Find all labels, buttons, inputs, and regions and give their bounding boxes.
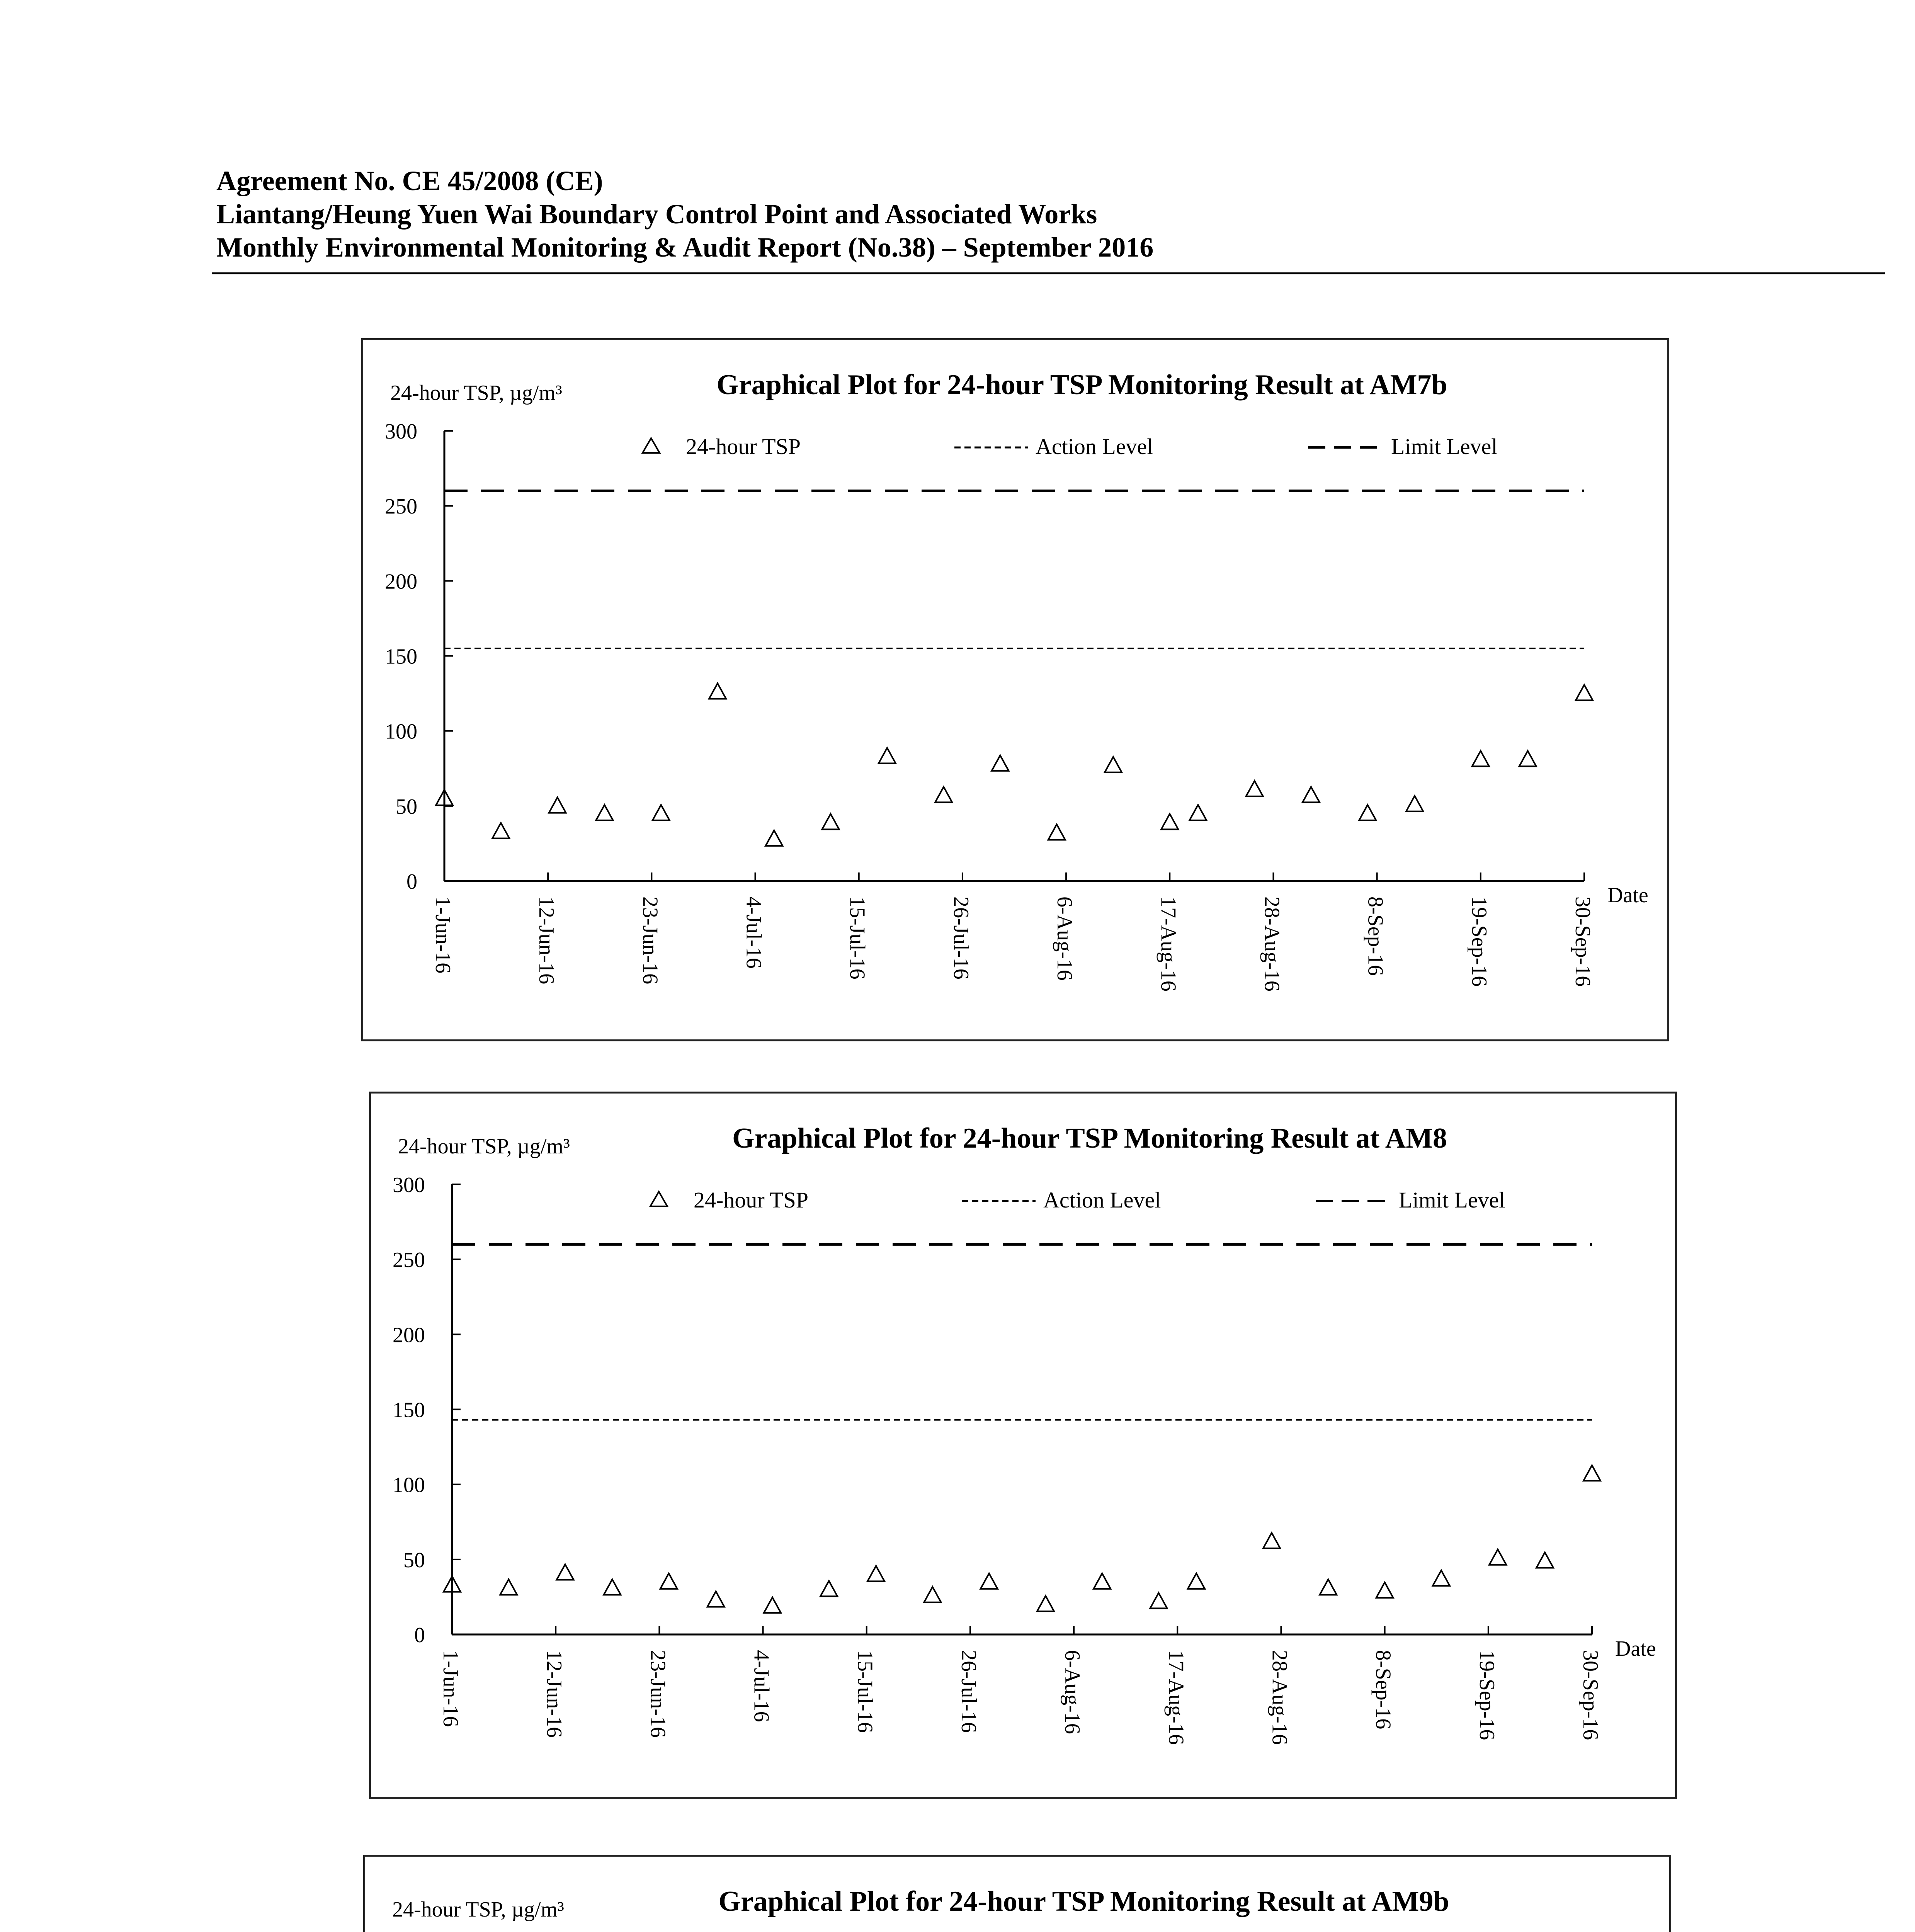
y-tick-label: 200 [385,570,417,594]
data-point [879,748,896,763]
x-tick-label: 15-Jul-16 [853,1650,877,1733]
data-point [709,683,726,699]
x-tick-label: 12-Jun-16 [542,1650,566,1738]
data-point [1094,1573,1111,1589]
data-point [1189,805,1206,820]
data-point [1263,1533,1280,1548]
data-point [820,1581,837,1596]
x-tick-label: 28-Aug-16 [1267,1650,1292,1745]
data-point [867,1566,884,1581]
x-tick-label: 30-Sep-16 [1571,896,1595,987]
data-point [1583,1465,1600,1481]
data-point [500,1579,517,1595]
legend-tsp-label: 24-hour TSP [686,434,801,459]
y-tick-label: 200 [393,1323,425,1347]
x-tick-label: 8-Sep-16 [1371,1650,1395,1730]
data-point [1105,757,1122,772]
y-tick-label: 300 [385,420,417,444]
data-point [1320,1579,1337,1595]
data-point [981,1573,998,1589]
x-axis-label: Date [1615,1637,1656,1661]
y-axis-label: 24-hour TSP, µg/m³ [390,381,562,405]
data-point [549,798,566,813]
chart-title: Graphical Plot for 24-hour TSP Monitoring Result at AM7b [716,369,1447,401]
x-tick-label: 17-Aug-16 [1156,896,1180,992]
y-axis-label: 24-hour TSP, µg/m³ [392,1898,564,1922]
x-tick-label: 23-Jun-16 [638,896,662,985]
x-tick-label: 4-Jul-16 [749,1650,774,1722]
data-point [1303,787,1320,802]
data-point [1433,1570,1450,1586]
report-title: Monthly Environmental Monitoring & Audit Report (No.38) – September 2016 [216,232,1154,263]
data-point [1519,751,1536,766]
legend-action-label: Action Level [1043,1187,1161,1213]
report-header [216,164,1878,264]
data-point [1576,685,1593,700]
data-point [1536,1552,1553,1568]
data-point [1376,1582,1393,1598]
y-tick-label: 50 [403,1548,425,1572]
data-point [935,787,952,802]
y-tick-label: 100 [393,1473,425,1497]
y-tick-label: 0 [406,870,417,894]
data-point [1037,1596,1054,1611]
chart-title: Graphical Plot for 24-hour TSP Monitoring Result at AM9b [718,1886,1449,1917]
x-tick-label: 6-Aug-16 [1060,1650,1085,1734]
data-point [764,1597,781,1613]
chart-panel-am8 [369,1092,1677,1799]
x-tick-label: 23-Jun-16 [646,1650,670,1738]
y-axis-label: 24-hour TSP, µg/m³ [398,1134,570,1158]
y-tick-label: 50 [396,794,417,819]
data-point [1161,814,1178,829]
data-point [604,1579,621,1595]
x-tick-label: 26-Jul-16 [956,1650,981,1733]
data-point [1246,781,1263,796]
y-tick-label: 150 [385,645,417,669]
data-point [492,823,509,838]
header-rule [212,272,1885,274]
y-tick-label: 150 [393,1398,425,1422]
legend-limit-label: Limit Level [1399,1187,1505,1213]
data-point [1359,805,1376,820]
data-point [1406,796,1423,811]
data-point [1188,1573,1205,1589]
chart-am7b [363,340,1667,1039]
legend-limit-label: Limit Level [1391,434,1498,459]
chart-am9b [365,1857,1669,1932]
x-tick-label: 6-Aug-16 [1053,896,1077,981]
x-tick-label: 30-Sep-16 [1578,1650,1602,1740]
data-point [765,830,782,846]
chart-panel-am9b [363,1855,1671,1932]
x-tick-label: 26-Jul-16 [949,896,973,980]
x-tick-label: 17-Aug-16 [1164,1650,1188,1745]
data-point [992,755,1009,771]
agreement-number: Agreement No. CE 45/2008 (CE) [216,165,603,196]
y-tick-label: 250 [393,1248,425,1272]
data-point [557,1565,574,1580]
x-tick-label: 15-Jul-16 [845,896,869,980]
data-point [1048,825,1065,840]
x-axis-label: Date [1607,883,1648,907]
x-tick-label: 1-Jun-16 [439,1650,463,1727]
x-tick-label: 4-Jul-16 [742,896,766,969]
y-tick-label: 300 [393,1173,425,1197]
y-tick-label: 100 [385,719,417,744]
data-point [596,805,613,820]
legend-tsp-label: 24-hour TSP [694,1187,809,1213]
data-point [1489,1549,1506,1565]
chart-title: Graphical Plot for 24-hour TSP Monitoring Result at AM8 [732,1122,1447,1154]
legend-tsp-marker [650,1192,667,1206]
x-tick-label: 19-Sep-16 [1467,896,1491,987]
x-tick-label: 8-Sep-16 [1363,896,1388,976]
legend-tsp-marker [643,438,660,453]
data-point [924,1587,941,1602]
data-point [1150,1593,1167,1608]
y-tick-label: 0 [414,1623,425,1647]
project-title: Liantang/Heung Yuen Wai Boundary Control Point and Associated Works [216,199,1097,230]
y-tick-label: 250 [385,495,417,519]
chart-panel-am7b [361,338,1669,1041]
data-point [822,814,839,829]
data-point [707,1591,725,1607]
data-point [660,1573,677,1589]
x-tick-label: 19-Sep-16 [1475,1650,1499,1740]
chart-am8 [371,1094,1675,1797]
x-tick-label: 28-Aug-16 [1260,896,1284,992]
legend-action-label: Action Level [1036,434,1153,459]
x-tick-label: 1-Jun-16 [431,896,455,974]
x-tick-label: 12-Jun-16 [534,896,559,985]
data-point [1472,751,1489,766]
data-point [653,805,670,820]
